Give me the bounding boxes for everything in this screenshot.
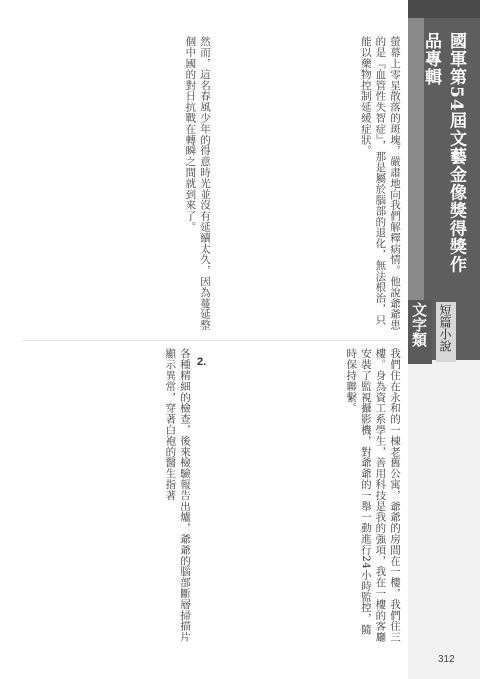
paragraph: 我們住在永和的一棟老舊公寓，爺爺的房間在一樓，我們住三樓。身為資工系學生，善用科技是我的強項，我在一樓的客廳安裝了監視攝影機，對爺爺的一舉一動進行24小時監控，隨時保持聯繫。	[345, 348, 401, 643]
page-number: 312	[438, 654, 455, 665]
paragraph: 各種精細的檢查，後來檢驗報告出爐，爺爺的腦部斷層掃描片顯示異常，穿著白袍的醫生指著	[164, 348, 191, 643]
section-number: 2.	[197, 356, 207, 368]
section-divider	[22, 340, 400, 341]
series-title: 國軍第54屆文藝金像獎得獎作品專輯	[421, 32, 466, 274]
banner-top-cap	[408, 0, 480, 18]
genre-label: 短篇小說	[436, 302, 456, 362]
paragraph: 螢幕上零星散落的斑塊，嚴肅地向我們解釋病情。他說爺爺患的是『血管性失智症』，那是屬於腦部的退化，無法根治，只能以藥物控制延緩症狀。	[359, 36, 401, 331]
banner-lower-strip	[408, 360, 480, 679]
lower-text-block	[22, 348, 402, 644]
section-label: 文字類	[408, 300, 432, 364]
paragraph: 然而，這名春風少年的得意時光並沒有延續太久，因為蔓延整個中國的對日抗戰在轉瞬之間就到來了。	[184, 36, 211, 331]
upper-text-block	[22, 36, 402, 332]
